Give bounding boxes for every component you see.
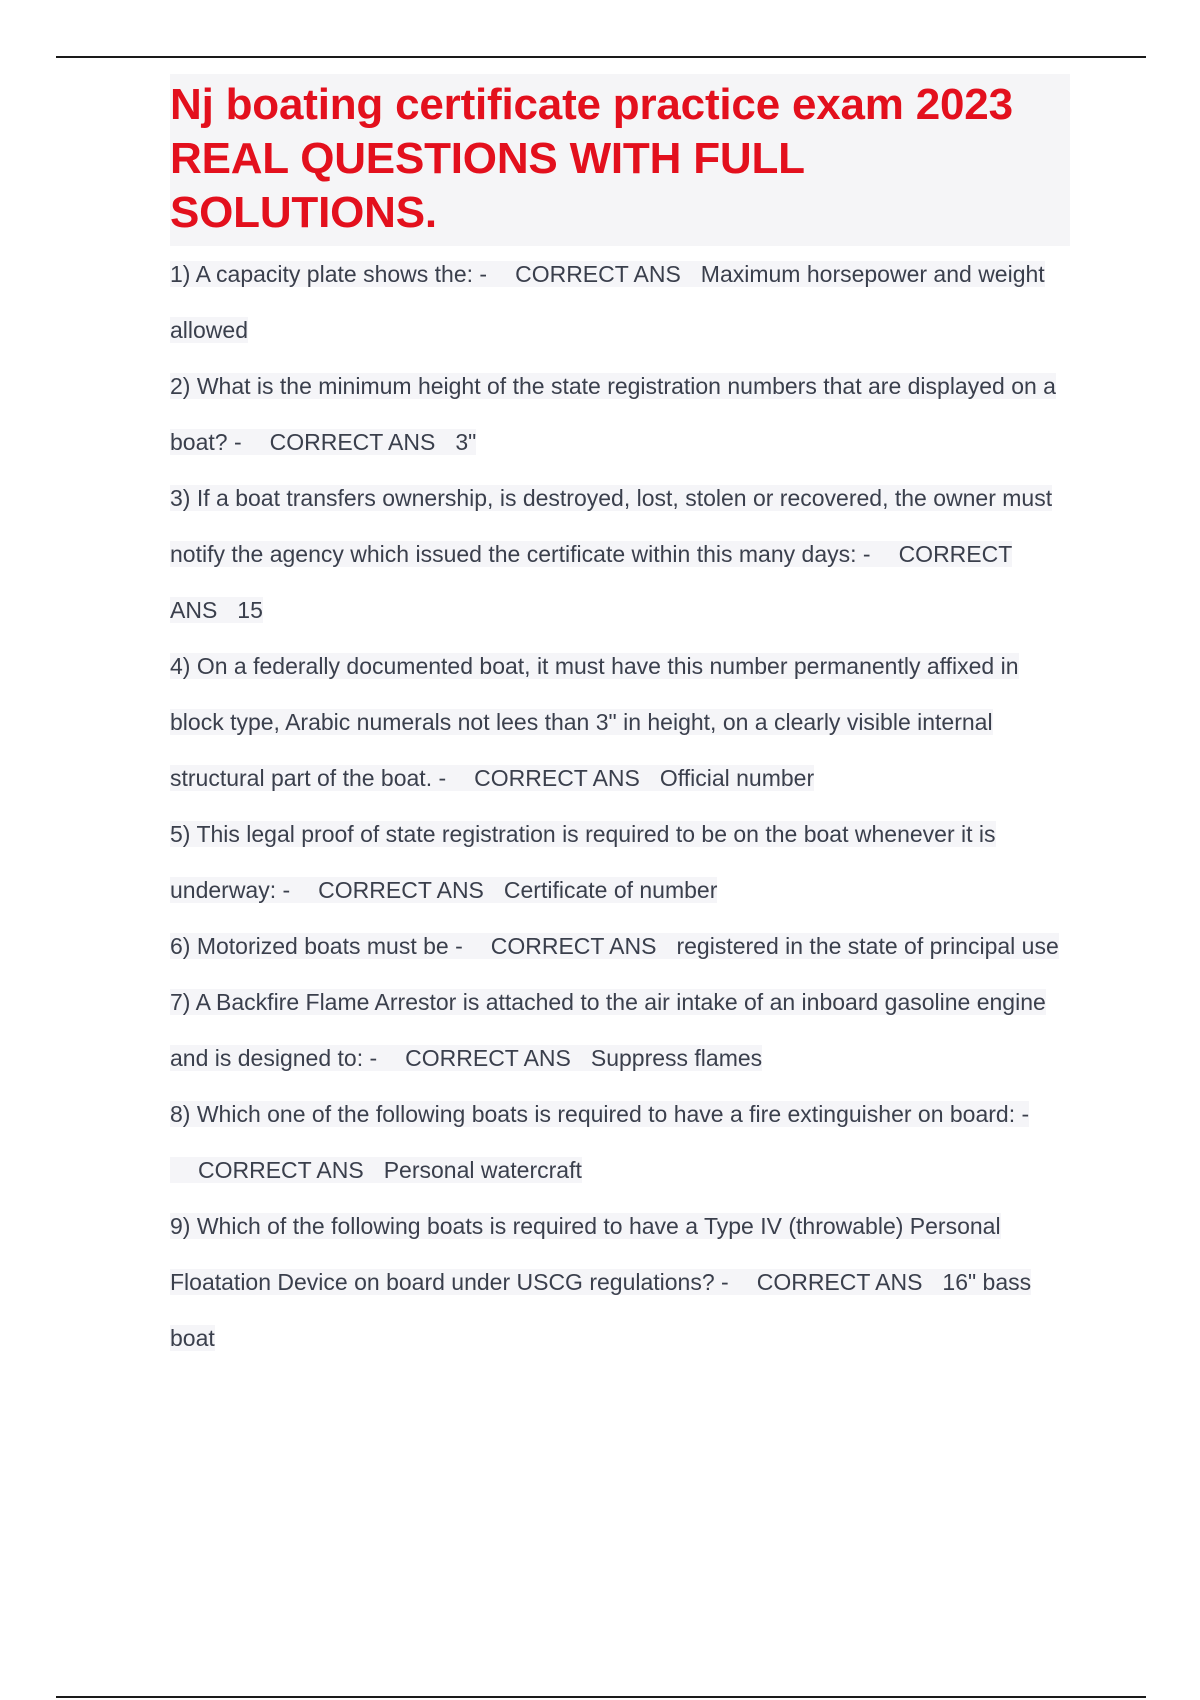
- question-item-4: [170, 638, 1070, 806]
- question-number: 6): [170, 933, 191, 959]
- question-number: 2): [170, 373, 191, 399]
- answer-tag: CORRECT ANS: [756, 1269, 923, 1295]
- question-list: [170, 246, 1070, 1366]
- answer-text: Official number: [659, 765, 815, 791]
- question-item-7: [170, 974, 1070, 1086]
- question-text: What is the minimum height of the state registration numbers that are displayed on a boat? -: [170, 373, 1056, 455]
- top-rule: [56, 56, 1146, 58]
- question-text: Motorized boats must be -: [196, 933, 463, 959]
- answer-text: 3": [455, 429, 477, 455]
- question-number: 3): [170, 485, 191, 511]
- question-number: 8): [170, 1101, 191, 1127]
- answer-text: 15: [237, 597, 263, 623]
- question-item-9: [170, 1198, 1070, 1366]
- question-text: Which one of the following boats is required to have a fire extinguisher on board: -: [196, 1101, 1030, 1127]
- question-number: 1): [170, 261, 191, 287]
- answer-tag: CORRECT ANS: [515, 261, 681, 287]
- question-text: A capacity plate shows the: -: [195, 261, 488, 287]
- title-block: [170, 74, 1070, 246]
- question-number: 5): [170, 821, 191, 847]
- question-text: A Backfire Flame Arrestor is attached to the air intake of an inboard gasoline engine and is designed to: -: [170, 989, 1046, 1071]
- document-page: [170, 74, 1070, 1366]
- answer-tag: CORRECT ANS: [198, 1157, 364, 1183]
- answer-text: Suppress flames: [590, 1045, 763, 1071]
- question-text: Which of the following boats is required to have a Type IV (throwable) Personal Floatation Device on board under USCG regulations? -: [170, 1213, 1001, 1295]
- question-text: On a federally documented boat, it must have this number permanently affixed in block type, Arabic numerals not lees than 3" in height, on a clearly visible internal structural part of the boat. -: [170, 653, 1019, 791]
- answer-tag: CORRECT ANS: [405, 1045, 571, 1071]
- answer-tag: CORRECT ANS: [490, 933, 657, 959]
- question-number: 7): [170, 989, 191, 1015]
- question-item-5: [170, 806, 1070, 918]
- answer-text: Certificate of number: [503, 877, 718, 903]
- answer-text: registered in the state of principal use: [676, 933, 1059, 959]
- question-number: 4): [170, 653, 191, 679]
- answer-text: 16" bass boat: [170, 1269, 1032, 1351]
- answer-tag: CORRECT ANS: [474, 765, 640, 791]
- answer-text: Personal watercraft: [383, 1157, 582, 1183]
- question-item-8: [170, 1086, 1070, 1198]
- question-text: This legal proof of state registration is required to be on the boat whenever it is underway: -: [170, 821, 996, 903]
- question-number: 9): [170, 1213, 191, 1239]
- question-text: If a boat transfers ownership, is destroyed, lost, stolen or recovered, the owner must notify the agency which issued the certificate within this many days: -: [170, 485, 1053, 567]
- question-item-2: [170, 358, 1070, 470]
- question-item-3: [170, 470, 1070, 638]
- answer-tag: CORRECT ANS: [318, 877, 484, 903]
- answer-tag: CORRECT ANS: [170, 541, 1012, 623]
- answer-tag: CORRECT ANS: [269, 429, 436, 455]
- document-title: Nj boating certificate practice exam 2023 REAL QUESTIONS WITH FULL SOLUTIONS.: [170, 80, 1013, 237]
- question-item-1: [170, 246, 1070, 358]
- question-item-6: [170, 918, 1070, 974]
- bottom-rule: [56, 1696, 1146, 1698]
- answer-text: Maximum horsepower and weight allowed: [170, 261, 1045, 343]
